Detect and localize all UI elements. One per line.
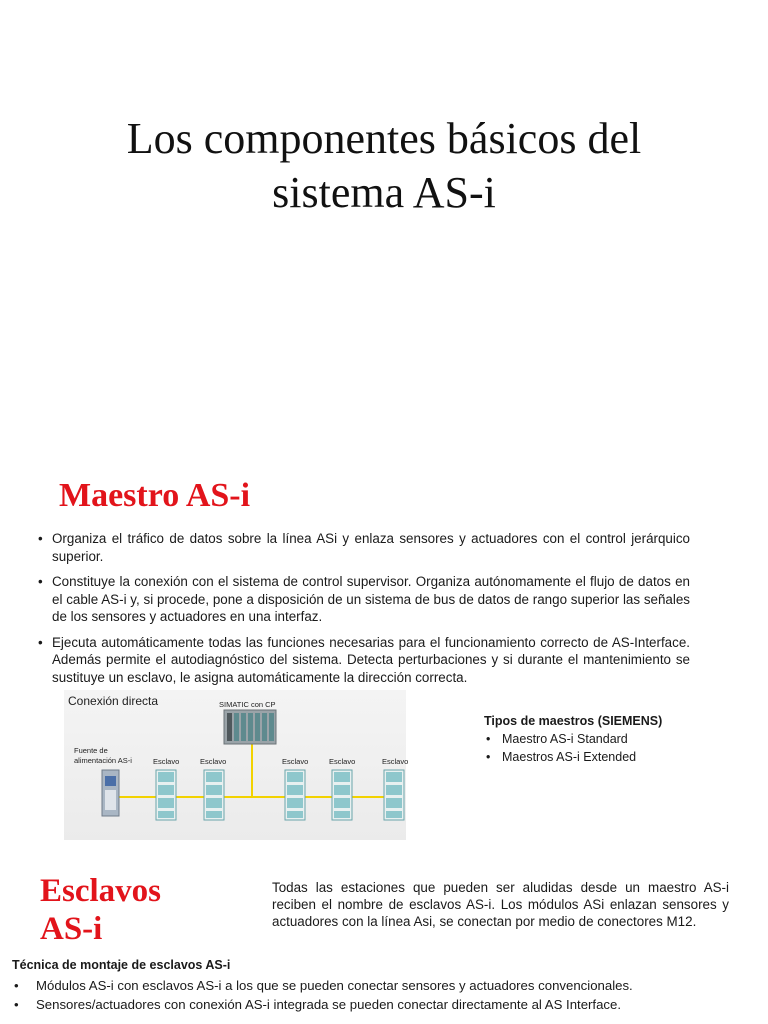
maestro-bullet-3: • Ejecuta automáticamente todas las funciones necesarias para el funcionamiento correcto de AS-Interface. Además permite el autodiagnóstico del sistema. Detecta perturbaciones y si durante el mantenimiento se sustituye un esclavo, le asigna automáticamente la dirección correcta. xyxy=(38,634,690,687)
slide-title-line-1: Los componentes básicos del xyxy=(126,114,642,163)
montaje-list xyxy=(12,976,757,1014)
master-types-block xyxy=(484,712,662,766)
slide-title xyxy=(0,112,768,220)
montaje-item-1: • Módulos AS-i con esclavos AS-i a los que se pueden conectar sensores y actuadores convencionales. xyxy=(12,976,757,995)
master-types-list xyxy=(484,730,662,766)
slave-module-2-icon xyxy=(204,770,224,820)
diagram-title: Conexión directa xyxy=(68,694,159,708)
esclavos-description: Todas las estaciones que pueden ser aludidas desde un maestro AS-i reciben el nombre de esclavos AS-i. Los módulos ASi enlazan sensores y actuadores con la línea Asi, se conectan por medio de conectores M12. xyxy=(272,880,729,929)
master-types-title: Tipos de maestros (SIEMENS) xyxy=(484,714,663,728)
master-type-item-1: • Maestro AS-i Standard xyxy=(484,730,662,748)
maestro-bullet-list xyxy=(38,530,690,694)
controller-label: SIMATIC con CP xyxy=(219,700,276,709)
simatic-controller-icon xyxy=(224,710,276,744)
slave-label-5: Esclavo xyxy=(382,757,409,766)
esclavos-heading-line-1: Esclavos xyxy=(40,873,162,909)
esclavos-heading-line-2: AS-i xyxy=(40,911,103,947)
slave-module-3-icon xyxy=(285,770,305,820)
esclavos-heading xyxy=(40,872,240,948)
power-supply-icon xyxy=(102,770,119,816)
slave-label-1: Esclavo xyxy=(153,757,180,766)
maestro-heading: Maestro AS-i xyxy=(59,477,251,514)
master-type-item-2: • Maestros AS-i Extended xyxy=(484,748,662,766)
slave-module-1-icon xyxy=(156,770,176,820)
diagram-drawing xyxy=(64,690,409,840)
slave-label-3: Esclavo xyxy=(282,757,309,766)
montaje-item-2: • Sensores/actuadores con conexión AS-i integrada se pueden conectar directamente al AS Interface. xyxy=(12,995,757,1014)
maestro-bullet-2: • Constituye la conexión con el sistema de control supervisor. Organiza autónomamente el flujo de datos en el cable AS-i y, si procede, pone a disposición de un sistema de bus de datos de rango superior las señales de los sensores y actuadores en una interfaz. xyxy=(38,573,690,626)
maestro-bullet-1: • Organiza el tráfico de datos sobre la línea ASi y enlaza sensores y actuadores con el control jerárquico superior. xyxy=(38,530,690,565)
slave-module-4-icon xyxy=(332,770,352,820)
slave-label-4: Esclavo xyxy=(329,757,356,766)
power-supply-label-line-2: alimentación AS-i xyxy=(74,756,132,765)
montaje-title: Técnica de montaje de esclavos AS-i xyxy=(12,958,231,972)
direct-connection-diagram xyxy=(64,690,409,840)
slide-title-line-2: sistema AS-i xyxy=(272,168,496,217)
slave-module-5-icon xyxy=(384,770,404,820)
slave-label-2: Esclavo xyxy=(200,757,227,766)
power-supply-label-line-1: Fuente de xyxy=(74,746,108,755)
